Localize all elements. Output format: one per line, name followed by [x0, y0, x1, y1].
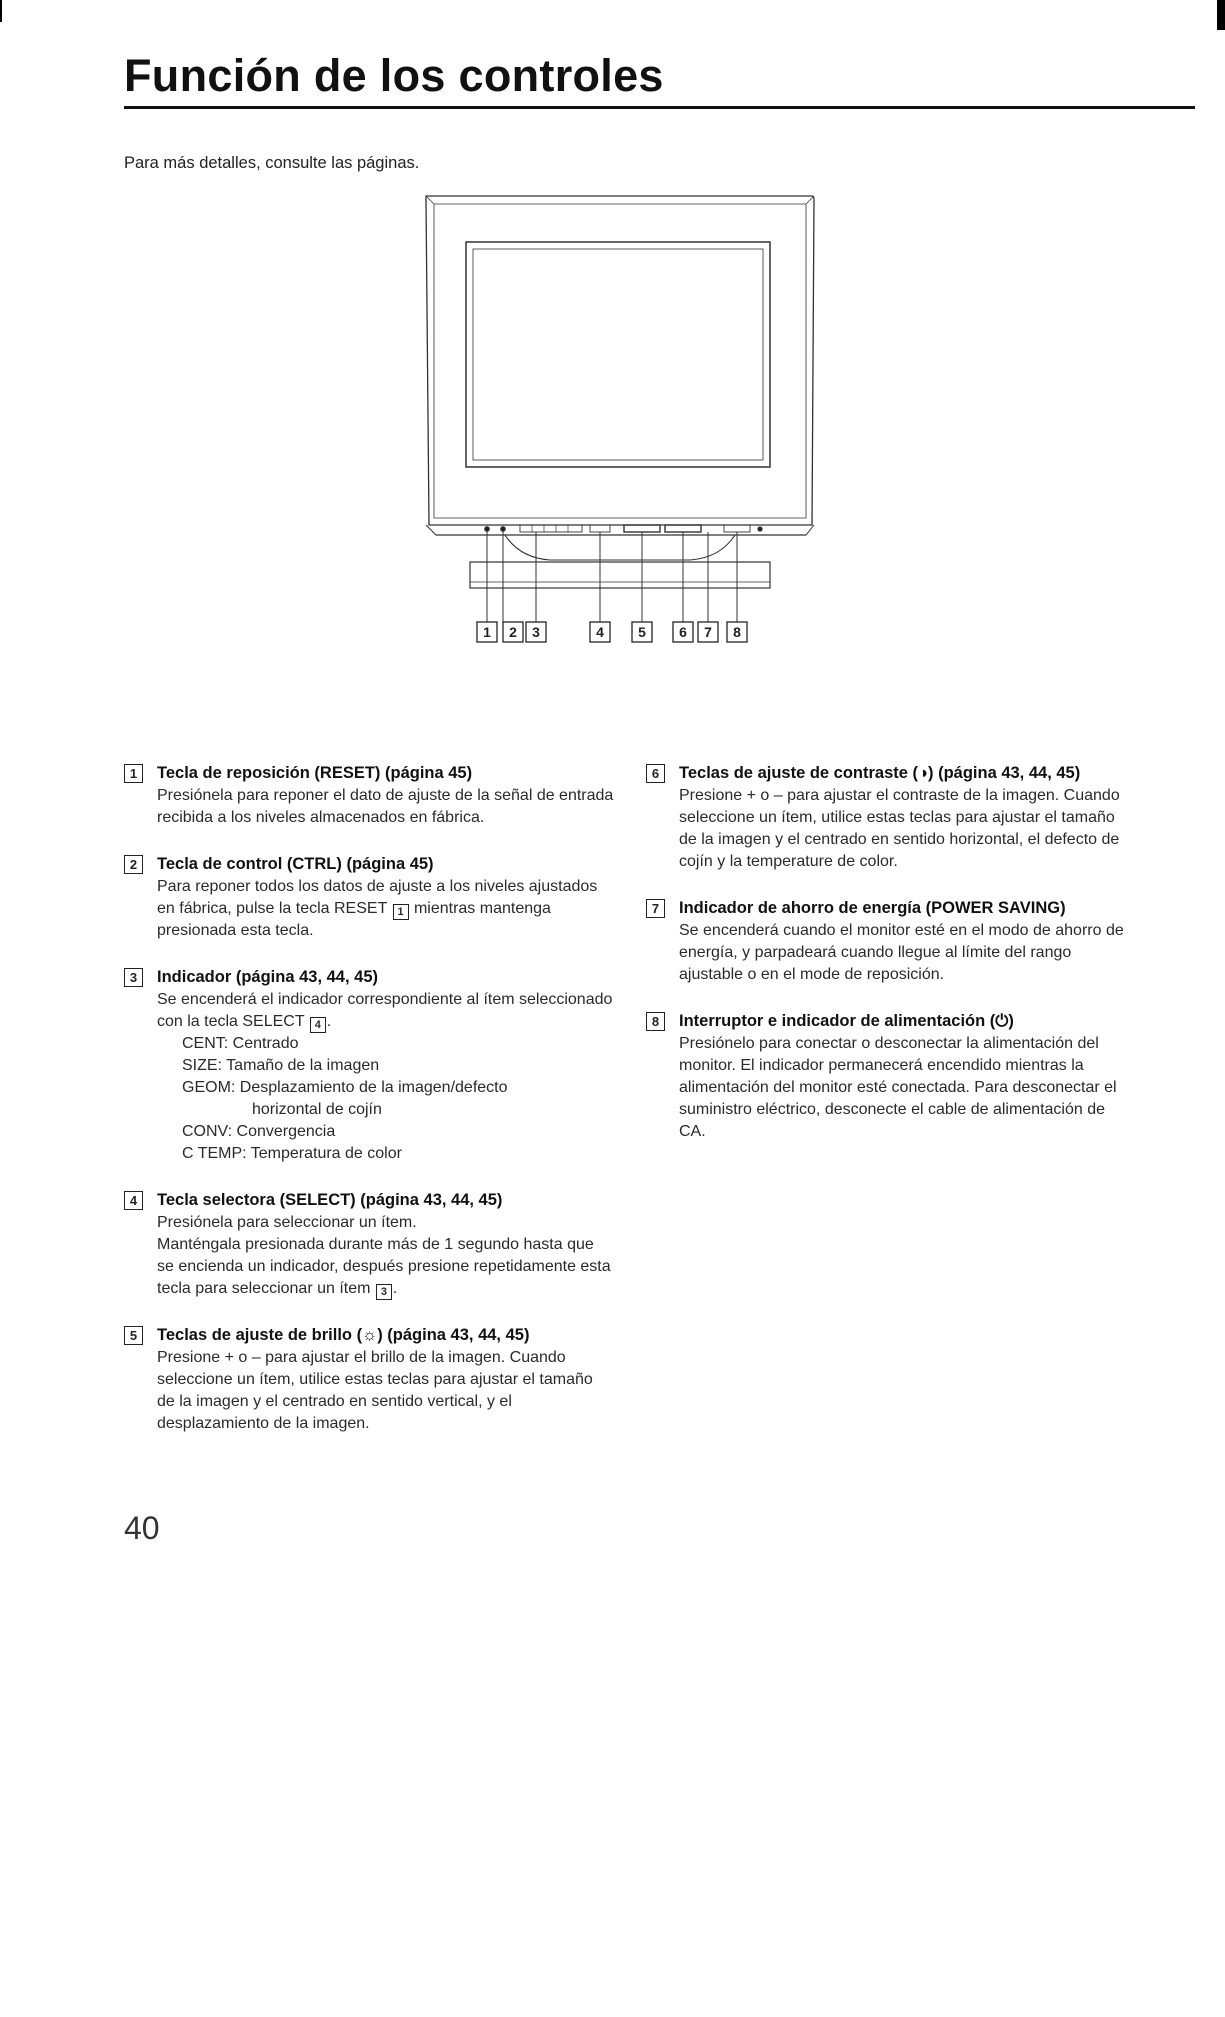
item-body: Presione + o – para ajustar el brillo de la imagen. Cuando seleccione un ítem, utilice estas teclas para ajustar el tamaño de la imagen y el centrado en sentido vertical, y el desplazamiento de la imagen. — [157, 1349, 593, 1432]
item-number: 4 — [124, 1191, 143, 1210]
item-number: 1 — [124, 764, 143, 783]
callout-5-label: 5 — [638, 624, 646, 640]
item-title: Teclas de ajuste de brillo (☼) (página 43, 44, 45) — [157, 1326, 530, 1344]
body-text: Manténgala presionada durante más de 1 segundo hasta que se encienda un indicador, después presione repetidamente esta tecla para seleccionar un ítem — [157, 1236, 611, 1297]
right-column — [646, 762, 1136, 1167]
body-text: Se encenderá el indicador correspondiente al ítem seleccionado con la tecla SELECT — [157, 991, 613, 1030]
item-2 — [124, 853, 614, 942]
item-body: Presiónela para seleccionar un ítem. — [157, 1214, 417, 1231]
callout-3-label: 3 — [532, 624, 540, 640]
item-title: Interruptor e indicador de alimentación (⏻) — [679, 1012, 1014, 1030]
monitor-bezel — [426, 196, 814, 525]
indicator-list-item: C TEMP: Temperatura de color — [182, 1145, 402, 1162]
indicator-list-item: CONV: Convergencia — [182, 1123, 336, 1140]
indicator-list-item: GEOM: Desplazamiento de la imagen/defecto — [182, 1079, 508, 1096]
callout-2 — [503, 622, 523, 642]
item-number: 8 — [646, 1012, 665, 1031]
item-number: 3 — [124, 968, 143, 987]
indicator-list-item: SIZE: Tamaño de la imagen — [182, 1057, 380, 1074]
item-body — [157, 876, 614, 942]
scan-edge-right — [1217, 0, 1225, 30]
callout-8 — [727, 622, 747, 642]
monitor-diagram — [410, 190, 830, 650]
body-text: . — [392, 1280, 398, 1297]
ref-badge: 4 — [310, 1017, 326, 1033]
callout-2-label: 2 — [509, 624, 517, 640]
body-text: Para reponer todos los datos de ajuste a los niveles ajustados en fábrica, pulse la tecla RESET — [157, 878, 598, 917]
callout-4 — [590, 622, 610, 642]
item-5 — [124, 1324, 614, 1435]
callout-1 — [477, 622, 497, 642]
callout-6-label: 6 — [679, 624, 687, 640]
item-number: 6 — [646, 764, 665, 783]
item-number: 7 — [646, 899, 665, 918]
left-column — [124, 762, 614, 1459]
item-8 — [646, 1010, 1136, 1143]
ref-badge: 3 — [376, 1284, 392, 1300]
item-3 — [124, 966, 614, 1165]
monitor-stand — [505, 535, 735, 560]
item-7 — [646, 897, 1136, 986]
indicator-list-item: horizontal de cojín — [252, 1101, 382, 1118]
callout-1-label: 1 — [483, 624, 491, 640]
callout-4-label: 4 — [596, 624, 604, 640]
front-panel-buttons — [485, 525, 762, 532]
callout-3 — [526, 622, 546, 642]
item-title: Teclas de ajuste de contraste (◑) (página 43, 44, 45) — [679, 764, 1081, 782]
intro-text: Para más detalles, consulte las páginas. — [124, 154, 420, 172]
item-title: Tecla de reposición (RESET) (página 45) — [157, 764, 473, 782]
item-4 — [124, 1189, 614, 1300]
item-1 — [124, 762, 614, 829]
callout-8-label: 8 — [733, 624, 741, 640]
item-title: Indicador de ahorro de energía (POWER SAVING) — [679, 899, 1066, 917]
item-body: Presiónelo para conectar o desconectar la alimentación del monitor. El indicador permanecerá encendido mientras la alimentación del monitor esté conectada. Para desconectar el suministro eléctrico, desconecte el cable de alimentación de CA. — [679, 1035, 1117, 1140]
item-body: Presione + o – para ajustar el contraste de la imagen. Cuando seleccione un ítem, utilice estas teclas para ajustar el tamaño de la imagen y el centrado en sentido horizontal, el defecto de cojín y la temperature de color. — [679, 787, 1120, 870]
item-body: Se encenderá cuando el monitor esté en el modo de ahorro de energía, y parpadeará cuando llegue al límite del rango ajustable o en el mode de reposición. — [679, 922, 1124, 983]
item-number: 2 — [124, 855, 143, 874]
item-number: 5 — [124, 1326, 143, 1345]
callout-5 — [632, 622, 652, 642]
item-6 — [646, 762, 1136, 873]
title-rule — [124, 106, 1195, 109]
item-body: Presiónela para reponer el dato de ajuste de la señal de entrada recibida a los niveles almacenados en fábrica. — [157, 787, 614, 826]
callout-7 — [698, 622, 718, 642]
indicator-list-item: CENT: Centrado — [182, 1035, 299, 1052]
monitor-screen — [466, 242, 770, 467]
item-title: Tecla de control (CTRL) (página 45) — [157, 855, 434, 873]
item-body — [157, 1234, 614, 1300]
body-text: mientras mantenga presionada esta tecla. — [157, 900, 551, 939]
item-body — [157, 989, 614, 1033]
ref-badge: 1 — [393, 904, 409, 920]
scan-edge-left — [0, 0, 2, 22]
page-title: Función de los controles — [124, 50, 664, 101]
page-number: 40 — [124, 1510, 160, 1546]
body-text: . — [326, 1013, 332, 1030]
callout-6 — [673, 622, 693, 642]
item-title: Indicador (página 43, 44, 45) — [157, 968, 378, 986]
item-title: Tecla selectora (SELECT) (página 43, 44, 45) — [157, 1191, 503, 1209]
callout-7-label: 7 — [704, 624, 712, 640]
